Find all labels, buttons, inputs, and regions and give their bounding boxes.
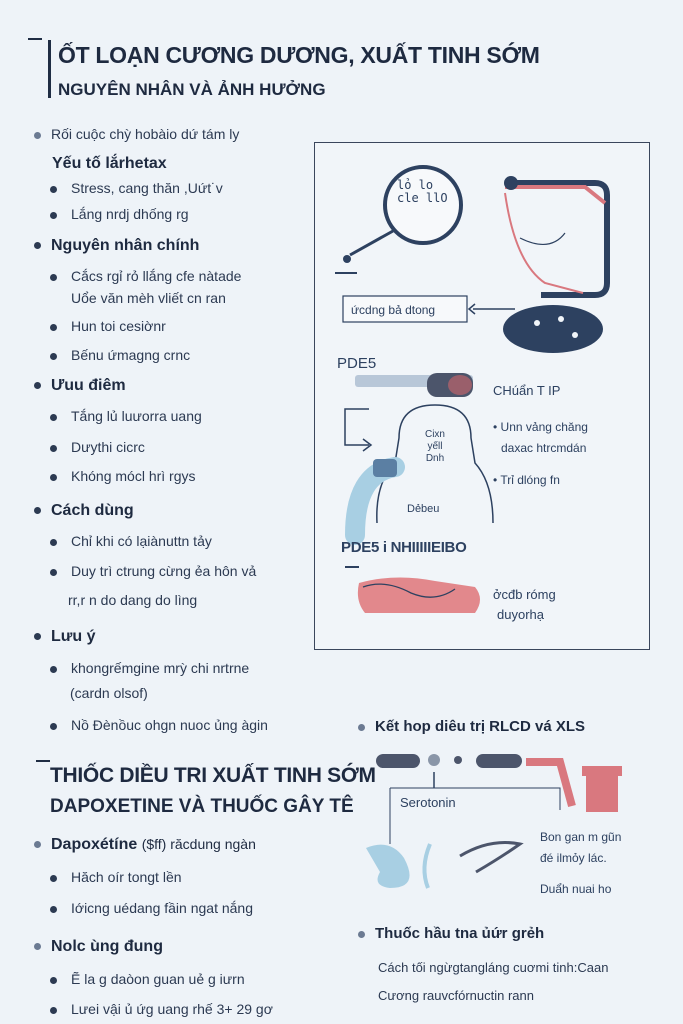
- page-title: ỐT LOẠN CƯƠNG DƯƠNG, XUẤT TINH SỚM: [58, 42, 540, 68]
- right-heading-2: [358, 925, 544, 942]
- list-item: rr,r n do dang do lìng: [68, 592, 198, 608]
- bottom-note-2: duyorhạ: [497, 607, 544, 622]
- pde5i-label: PDE5 i NHIIIIIEIBO: [341, 539, 467, 556]
- list-item-text: Ẽ la g daòon guan uẻ g iưrn: [71, 971, 245, 987]
- tube-red: [505, 187, 605, 203]
- list-item-text: Cắcs rgỉ rỏ llắng cfe nàtade: [71, 268, 242, 284]
- list-item: [50, 1001, 273, 1017]
- list-item: [50, 268, 241, 284]
- bullet-icon: [50, 977, 57, 984]
- bullet-icon: [50, 274, 57, 281]
- bullet-icon: [50, 474, 57, 481]
- list-item-text: Lưei vậi ủ ứg uang rhế 3+ 29 gơ: [71, 1001, 273, 1017]
- lens-text: lỏ lo cle llO: [397, 178, 448, 205]
- bullet-icon: [358, 724, 365, 731]
- list-item: [50, 869, 182, 885]
- list-item: [50, 660, 249, 676]
- note-1-text: Unn vảng chăng: [500, 420, 588, 434]
- bracket-arrow: [345, 409, 369, 445]
- section-heading-text: Lưu ý: [51, 628, 96, 645]
- intro-text: Rối cuộc chỳ hobàio dứ tám ly: [51, 126, 240, 142]
- list-item-text: Iớicng uédang fầin ngat nắng: [71, 900, 253, 916]
- bullet-icon: [50, 353, 57, 360]
- list-item-text: Khóng mócl hrì rgys: [71, 468, 196, 484]
- list-item: (cardn olsof): [70, 685, 148, 701]
- section-heading: [34, 502, 134, 520]
- list-item-text: Hăch oír tongt lền: [71, 869, 182, 885]
- list-item: [50, 206, 189, 222]
- pill-label: ứcdng bả dtong: [351, 303, 436, 317]
- right-heading-text: Kết hop diêu trị RLCD vá XLS: [375, 718, 586, 735]
- bullet-icon: [50, 324, 57, 331]
- bullet-icon: [34, 242, 41, 249]
- section-heading-text: Cách dùng: [51, 502, 134, 519]
- pde5-capsule-end: [448, 375, 472, 395]
- bullet-icon: [50, 666, 57, 673]
- list-item: Uổe văn mèh vliết cn ran: [71, 290, 226, 306]
- tube-navy: [505, 183, 607, 295]
- list-item-text: Tắng lủ luưorra uang: [71, 408, 202, 424]
- pill-dot: [558, 316, 564, 322]
- right-note-2: Duẩh nuai ho: [540, 882, 612, 896]
- serotonin-illustration: [350, 748, 650, 898]
- section-heading: [34, 628, 95, 646]
- section2-dash: [36, 760, 50, 762]
- list-item: [50, 439, 145, 455]
- bullet-icon: [34, 943, 41, 950]
- list-item: [50, 900, 253, 916]
- blue-organ: [366, 845, 410, 888]
- list-item-text: Duy trì ctrung cừng ẻa hôn vả: [71, 563, 257, 579]
- pill-dot: [534, 320, 540, 326]
- red-tube-icon: [526, 762, 572, 806]
- intro-line: [34, 126, 239, 142]
- list-item: [50, 468, 196, 484]
- diagram-panel: [314, 142, 650, 650]
- note-1: • Unn vảng chăng: [493, 420, 588, 434]
- bullet-icon: [358, 931, 365, 938]
- list-item-text: khongrếmgine mrỳ chi nrtrne: [71, 660, 250, 676]
- diagram-illustration: [315, 143, 651, 651]
- pde5-label: PDE5: [337, 355, 377, 372]
- section2-subtitle: DAPOXETINE VÀ THUỐC GÂY TÊ: [50, 796, 354, 817]
- section-heading: [34, 377, 126, 395]
- right-note-1: Bon gan m gũn: [540, 830, 622, 844]
- chuan-label: CHúẩn T IP: [493, 383, 561, 398]
- right-text-1: Cách tối ngừgtangláng cuơmi tinh:Caan: [378, 960, 609, 975]
- dot-icon: [454, 756, 462, 764]
- title-accent-bar: [48, 40, 51, 98]
- section-heading: [34, 237, 199, 255]
- bullet-icon: [50, 414, 57, 421]
- bullet-icon: [34, 382, 41, 389]
- group-heading-text: Nolc ùng đung: [51, 938, 163, 955]
- organ-outline: [505, 193, 583, 293]
- bullet-icon: [50, 906, 57, 913]
- list-item-text: Chỉ khi có lạiànuttn tảy: [71, 533, 212, 549]
- section2-title: THIỐC DIỀU TRI XUẤT TINH SỚM: [50, 764, 376, 787]
- bullet-icon: [50, 569, 57, 576]
- note-1b: daxac htrcmdán: [501, 441, 587, 455]
- pill-icon: [503, 305, 603, 353]
- brain-text: Cixn yếll Dnh: [424, 429, 445, 464]
- list-item: [50, 408, 202, 424]
- organ-detail: [520, 233, 565, 244]
- blue-strand: [424, 844, 430, 888]
- section-heading-text: Ưuu điêm: [51, 377, 126, 394]
- capsule-left: [376, 754, 420, 768]
- list-item-text: Lắng nrdj dhống rg: [71, 206, 189, 222]
- bullet-icon: [34, 841, 41, 848]
- bullet-icon: [34, 132, 41, 139]
- capsule-right: [476, 754, 522, 768]
- list-item: [50, 563, 256, 579]
- pill-dot: [572, 332, 578, 338]
- list-item: [50, 318, 166, 334]
- bullet-icon: [34, 507, 41, 514]
- note-2-text: Trỉ dlóng fn: [500, 473, 560, 487]
- bullet-icon: [34, 633, 41, 640]
- list-item-text: Stress, cang thăn ,Uứt˙v: [71, 180, 223, 196]
- dot-marker: [343, 255, 351, 263]
- group-heading: [34, 938, 163, 956]
- bullet-icon: [50, 186, 57, 193]
- bullet-icon: [50, 539, 57, 546]
- bullet-icon: [50, 875, 57, 882]
- list-item-text: Dưythi cicrc: [71, 439, 145, 455]
- magnifier-handle: [350, 231, 393, 255]
- right-heading-2-text: Thuốc hầu tna ủứr grẻh: [375, 925, 545, 942]
- note-2: • Trỉ dlóng fn: [493, 473, 560, 487]
- list-item: [50, 180, 223, 196]
- list-item-text: Nồ Đènồuc ohgn nuoc ủng àgin: [71, 717, 268, 733]
- right-heading: [358, 718, 585, 735]
- section-heading: Yếu tố lắrhetax: [52, 155, 167, 172]
- bullet-icon: [50, 212, 57, 219]
- list-item: [50, 717, 268, 733]
- tube-connector: [373, 459, 397, 477]
- list-item: [50, 971, 245, 987]
- page-subtitle: NGUYÊN NHÂN VÀ ẢNH HƯỞNG: [58, 80, 326, 99]
- list-item: [50, 533, 212, 549]
- list-item-text: Hun toi cesiờnr: [71, 318, 166, 334]
- section-heading-text: Nguyên nhân chính: [51, 237, 200, 254]
- bottom-note-1: ởcđb rómg: [493, 587, 556, 602]
- group-heading-suffix: ($ff) răcdung ngàn: [141, 836, 256, 852]
- right-text-2: Cương rauvcfórnuctin rann: [378, 988, 534, 1003]
- title-dash: [28, 38, 42, 40]
- grey-strand: [460, 843, 520, 873]
- list-item: [50, 347, 190, 363]
- group-heading-text: Dapoxétíne: [51, 836, 138, 853]
- dot-icon: [428, 754, 440, 766]
- brain-caption: Dẻbeu: [407, 503, 440, 515]
- bullet-icon: [50, 445, 57, 452]
- blue-tube: [355, 467, 395, 535]
- tube-cap: [504, 176, 518, 190]
- bullet-icon: [50, 1007, 57, 1014]
- red-block: [586, 776, 618, 812]
- right-note-1b: đé ilmỏy lác.: [540, 851, 607, 865]
- serotonin-label: Serotonin: [400, 795, 456, 810]
- list-item-text: Bếnu ứmagng crnc: [71, 347, 191, 363]
- red-block-cap: [582, 766, 622, 776]
- group-heading: [34, 836, 256, 854]
- bullet-icon: [50, 723, 57, 730]
